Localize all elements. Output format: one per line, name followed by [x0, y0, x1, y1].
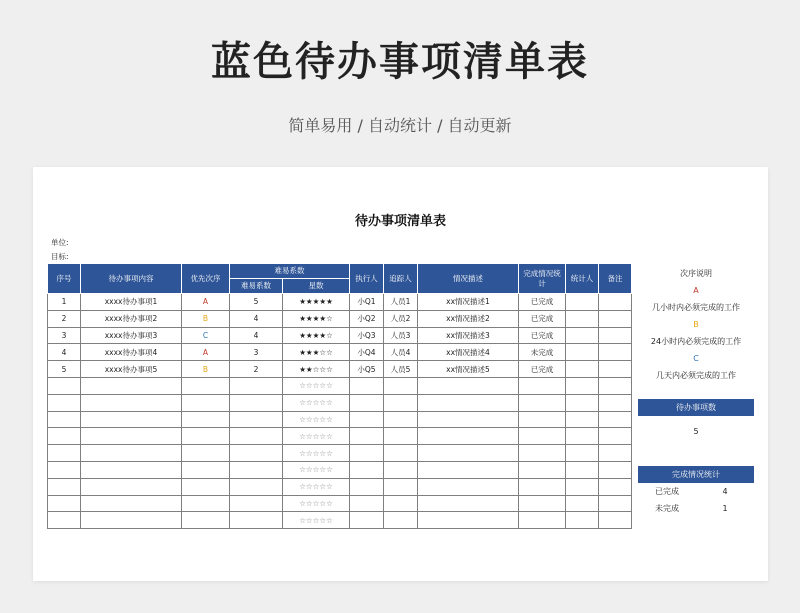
priority-legend: [638, 265, 754, 384]
cell-description[interactable]: xx情况描述3: [418, 327, 519, 344]
cell-statistician[interactable]: [566, 294, 599, 311]
legend-letter-b: B: [693, 320, 699, 329]
cell-priority[interactable]: A: [182, 294, 230, 311]
cell-statistician[interactable]: [566, 310, 599, 327]
cell-completion[interactable]: 已完成: [519, 294, 566, 311]
cell-statistician[interactable]: [566, 394, 599, 411]
cell-description[interactable]: [418, 461, 519, 478]
col-header-stars: 星数: [283, 279, 350, 294]
table-row: [48, 310, 632, 327]
cell-seq[interactable]: [48, 495, 81, 512]
col-header-statistician: 统计人: [566, 264, 599, 294]
cell-seq[interactable]: [48, 411, 81, 428]
cell-completion[interactable]: [519, 478, 566, 495]
cell-tracker[interactable]: [384, 445, 418, 462]
col-header-tracker: 追踪人: [384, 264, 418, 294]
cell-completion[interactable]: [519, 445, 566, 462]
cell-difficulty[interactable]: 5: [230, 294, 283, 311]
cell-stars[interactable]: ☆☆☆☆☆: [283, 461, 350, 478]
cell-remark[interactable]: [599, 344, 632, 361]
cell-priority[interactable]: [182, 428, 230, 445]
cell-executor[interactable]: 小Q1: [350, 294, 384, 311]
cell-seq[interactable]: [48, 445, 81, 462]
cell-description[interactable]: [418, 478, 519, 495]
cell-content[interactable]: [81, 495, 182, 512]
cell-stars[interactable]: ☆☆☆☆☆: [283, 478, 350, 495]
cell-stars[interactable]: ☆☆☆☆☆: [283, 445, 350, 462]
table-row-empty: [48, 377, 632, 394]
page-title: 蓝色待办事项清单表: [211, 39, 589, 85]
cell-remark[interactable]: [599, 361, 632, 378]
cell-executor[interactable]: [350, 377, 384, 394]
todo-count-value: 5: [693, 427, 699, 436]
cell-content[interactable]: xxxx待办事项1: [81, 294, 182, 311]
todo-table: [47, 263, 632, 529]
cell-remark[interactable]: [599, 512, 632, 529]
cell-difficulty[interactable]: [230, 377, 283, 394]
table-row-empty: [48, 445, 632, 462]
cell-remark[interactable]: [599, 445, 632, 462]
cell-priority[interactable]: A: [182, 344, 230, 361]
cell-tracker[interactable]: 人员4: [384, 344, 418, 361]
col-header-seq: 序号: [48, 264, 81, 294]
cell-difficulty[interactable]: [230, 445, 283, 462]
stat-row-undone: [638, 500, 754, 517]
legend-text-c: 几天内必须完成的工作: [656, 371, 736, 380]
cell-remark[interactable]: [599, 461, 632, 478]
cell-content[interactable]: [81, 478, 182, 495]
cell-remark[interactable]: [599, 327, 632, 344]
table-row-empty: [48, 428, 632, 445]
cell-remark[interactable]: [599, 310, 632, 327]
table-row-empty: [48, 411, 632, 428]
legend-letter-c: C: [693, 354, 699, 363]
col-header-completion: 完成情况统计: [519, 264, 566, 294]
cell-stars[interactable]: ☆☆☆☆☆: [283, 512, 350, 529]
cell-priority[interactable]: B: [182, 310, 230, 327]
cell-executor[interactable]: [350, 512, 384, 529]
stat-label-undone: 未完成: [655, 504, 679, 513]
completion-stats-panel: [638, 466, 754, 517]
cell-stars[interactable]: ☆☆☆☆☆: [283, 428, 350, 445]
cell-executor[interactable]: [350, 461, 384, 478]
cell-seq[interactable]: 1: [48, 294, 81, 311]
cell-stars[interactable]: ☆☆☆☆☆: [283, 495, 350, 512]
cell-description[interactable]: [418, 512, 519, 529]
cell-description[interactable]: xx情况描述4: [418, 344, 519, 361]
cell-statistician[interactable]: [566, 344, 599, 361]
cell-executor[interactable]: [350, 411, 384, 428]
cell-seq[interactable]: [48, 377, 81, 394]
cell-statistician[interactable]: [566, 445, 599, 462]
cell-difficulty[interactable]: [230, 478, 283, 495]
cell-seq[interactable]: 5: [48, 361, 81, 378]
cell-description[interactable]: xx情况描述1: [418, 294, 519, 311]
col-header-difficulty: 难易系数: [230, 264, 350, 279]
table-row: [48, 344, 632, 361]
todo-count-title: 待办事项数: [638, 399, 754, 416]
cell-priority[interactable]: [182, 411, 230, 428]
cell-stars[interactable]: ★★★★★: [283, 294, 350, 311]
cell-completion[interactable]: [519, 495, 566, 512]
cell-description[interactable]: xx情况描述5: [418, 361, 519, 378]
cell-seq[interactable]: [48, 512, 81, 529]
cell-remark[interactable]: [599, 377, 632, 394]
cell-content[interactable]: xxxx待办事项5: [81, 361, 182, 378]
cell-content[interactable]: xxxx待办事项3: [81, 327, 182, 344]
cell-completion[interactable]: 已完成: [519, 310, 566, 327]
cell-executor[interactable]: [350, 495, 384, 512]
col-header-difficulty-value: 难易系数: [230, 279, 283, 294]
cell-completion[interactable]: [519, 394, 566, 411]
cell-completion[interactable]: [519, 377, 566, 394]
cell-remark[interactable]: [599, 294, 632, 311]
cell-completion[interactable]: 已完成: [519, 327, 566, 344]
cell-statistician[interactable]: [566, 377, 599, 394]
cell-description[interactable]: [418, 394, 519, 411]
goal-label: 目标:: [51, 252, 69, 261]
cell-description[interactable]: [418, 495, 519, 512]
cell-executor[interactable]: [350, 445, 384, 462]
legend-title: 次序说明: [680, 269, 712, 278]
cell-statistician[interactable]: [566, 512, 599, 529]
cell-tracker[interactable]: 人员5: [384, 361, 418, 378]
cell-executor[interactable]: 小Q4: [350, 344, 384, 361]
table-row-empty: [48, 512, 632, 529]
cell-stars[interactable]: ★★★★☆: [283, 310, 350, 327]
cell-completion[interactable]: 已完成: [519, 361, 566, 378]
cell-remark[interactable]: [599, 428, 632, 445]
cell-tracker[interactable]: [384, 377, 418, 394]
cell-description[interactable]: [418, 445, 519, 462]
cell-seq[interactable]: 4: [48, 344, 81, 361]
cell-priority[interactable]: [182, 445, 230, 462]
stat-value-undone: 1: [722, 504, 728, 513]
cell-content[interactable]: [81, 461, 182, 478]
page-subtitle: 简单易用 / 自动统计 / 自动更新: [288, 116, 512, 135]
legend-text-a: 几小时内必须完成的工作: [652, 303, 740, 312]
cell-difficulty[interactable]: [230, 512, 283, 529]
cell-stars[interactable]: ★★★★☆: [283, 327, 350, 344]
cell-content[interactable]: [81, 411, 182, 428]
cell-content[interactable]: [81, 377, 182, 394]
cell-seq[interactable]: [48, 461, 81, 478]
cell-priority[interactable]: [182, 461, 230, 478]
cell-executor[interactable]: [350, 478, 384, 495]
cell-executor[interactable]: 小Q2: [350, 310, 384, 327]
cell-remark[interactable]: [599, 495, 632, 512]
cell-executor[interactable]: 小Q5: [350, 361, 384, 378]
table-row: [48, 294, 632, 311]
table-row: [48, 361, 632, 378]
todo-table-body: [48, 294, 632, 529]
cell-remark[interactable]: [599, 394, 632, 411]
cell-difficulty[interactable]: 3: [230, 344, 283, 361]
cell-statistician[interactable]: [566, 361, 599, 378]
cell-description[interactable]: [418, 411, 519, 428]
completion-stats-title: 完成情况统计: [638, 466, 754, 483]
cell-priority[interactable]: [182, 495, 230, 512]
table-row-empty: [48, 461, 632, 478]
cell-seq[interactable]: [48, 478, 81, 495]
table-row-empty: [48, 495, 632, 512]
cell-executor[interactable]: [350, 394, 384, 411]
stat-value-done: 4: [722, 487, 728, 496]
legend-text-b: 24小时内必须完成的工作: [650, 337, 742, 346]
cell-executor[interactable]: 小Q3: [350, 327, 384, 344]
cell-tracker[interactable]: 人员2: [384, 310, 418, 327]
table-row-empty: [48, 394, 632, 411]
cell-completion[interactable]: 未完成: [519, 344, 566, 361]
cell-stars[interactable]: ☆☆☆☆☆: [283, 377, 350, 394]
cell-completion[interactable]: [519, 512, 566, 529]
stat-row-done: [638, 483, 754, 500]
cell-difficulty[interactable]: 2: [230, 361, 283, 378]
cell-priority[interactable]: C: [182, 327, 230, 344]
cell-statistician[interactable]: [566, 411, 599, 428]
col-header-executor: 执行人: [350, 264, 384, 294]
cell-tracker[interactable]: [384, 411, 418, 428]
cell-seq[interactable]: [48, 428, 81, 445]
cell-content[interactable]: [81, 428, 182, 445]
cell-tracker[interactable]: [384, 461, 418, 478]
cell-difficulty[interactable]: [230, 394, 283, 411]
cell-statistician[interactable]: [566, 428, 599, 445]
cell-content[interactable]: [81, 512, 182, 529]
cell-content[interactable]: xxxx待办事项2: [81, 310, 182, 327]
cell-statistician[interactable]: [566, 495, 599, 512]
cell-statistician[interactable]: [566, 478, 599, 495]
cell-remark[interactable]: [599, 478, 632, 495]
cell-completion[interactable]: [519, 428, 566, 445]
cell-difficulty[interactable]: [230, 495, 283, 512]
legend-letter-a: A: [693, 286, 699, 295]
cell-tracker[interactable]: [384, 512, 418, 529]
cell-description[interactable]: [418, 428, 519, 445]
stat-label-done: 已完成: [655, 487, 679, 496]
cell-completion[interactable]: [519, 461, 566, 478]
cell-statistician[interactable]: [566, 461, 599, 478]
todo-count-panel: [638, 399, 754, 448]
table-row-empty: [48, 478, 632, 495]
col-header-remark: 备注: [599, 264, 632, 294]
cell-content[interactable]: [81, 394, 182, 411]
cell-remark[interactable]: [599, 411, 632, 428]
cell-seq[interactable]: 3: [48, 327, 81, 344]
col-header-content: 待办事项内容: [81, 264, 182, 294]
spreadsheet-sheet: [33, 167, 768, 581]
cell-difficulty[interactable]: [230, 411, 283, 428]
col-header-priority: 优先次序: [182, 264, 230, 294]
cell-priority[interactable]: [182, 377, 230, 394]
cell-executor[interactable]: [350, 428, 384, 445]
cell-seq[interactable]: [48, 394, 81, 411]
sheet-title: 待办事项清单表: [354, 214, 446, 229]
cell-difficulty[interactable]: 4: [230, 327, 283, 344]
cell-stars[interactable]: ★★☆☆☆: [283, 361, 350, 378]
cell-stars[interactable]: ☆☆☆☆☆: [283, 411, 350, 428]
cell-tracker[interactable]: 人员3: [384, 327, 418, 344]
cell-priority[interactable]: [182, 478, 230, 495]
cell-content[interactable]: [81, 445, 182, 462]
cell-priority[interactable]: [182, 394, 230, 411]
cell-seq[interactable]: 2: [48, 310, 81, 327]
cell-completion[interactable]: [519, 411, 566, 428]
unit-label: 单位:: [51, 238, 69, 247]
cell-difficulty[interactable]: 4: [230, 310, 283, 327]
cell-tracker[interactable]: [384, 478, 418, 495]
cell-tracker[interactable]: [384, 394, 418, 411]
cell-priority[interactable]: B: [182, 361, 230, 378]
col-header-description: 情况描述: [418, 264, 519, 294]
cell-priority[interactable]: [182, 512, 230, 529]
table-row: [48, 327, 632, 344]
cell-difficulty[interactable]: [230, 428, 283, 445]
cell-description[interactable]: xx情况描述2: [418, 310, 519, 327]
cell-tracker[interactable]: [384, 428, 418, 445]
cell-tracker[interactable]: 人员1: [384, 294, 418, 311]
cell-stars[interactable]: ★★★☆☆: [283, 344, 350, 361]
cell-difficulty[interactable]: [230, 461, 283, 478]
cell-statistician[interactable]: [566, 327, 599, 344]
cell-tracker[interactable]: [384, 495, 418, 512]
cell-stars[interactable]: ☆☆☆☆☆: [283, 394, 350, 411]
cell-description[interactable]: [418, 377, 519, 394]
cell-content[interactable]: xxxx待办事项4: [81, 344, 182, 361]
